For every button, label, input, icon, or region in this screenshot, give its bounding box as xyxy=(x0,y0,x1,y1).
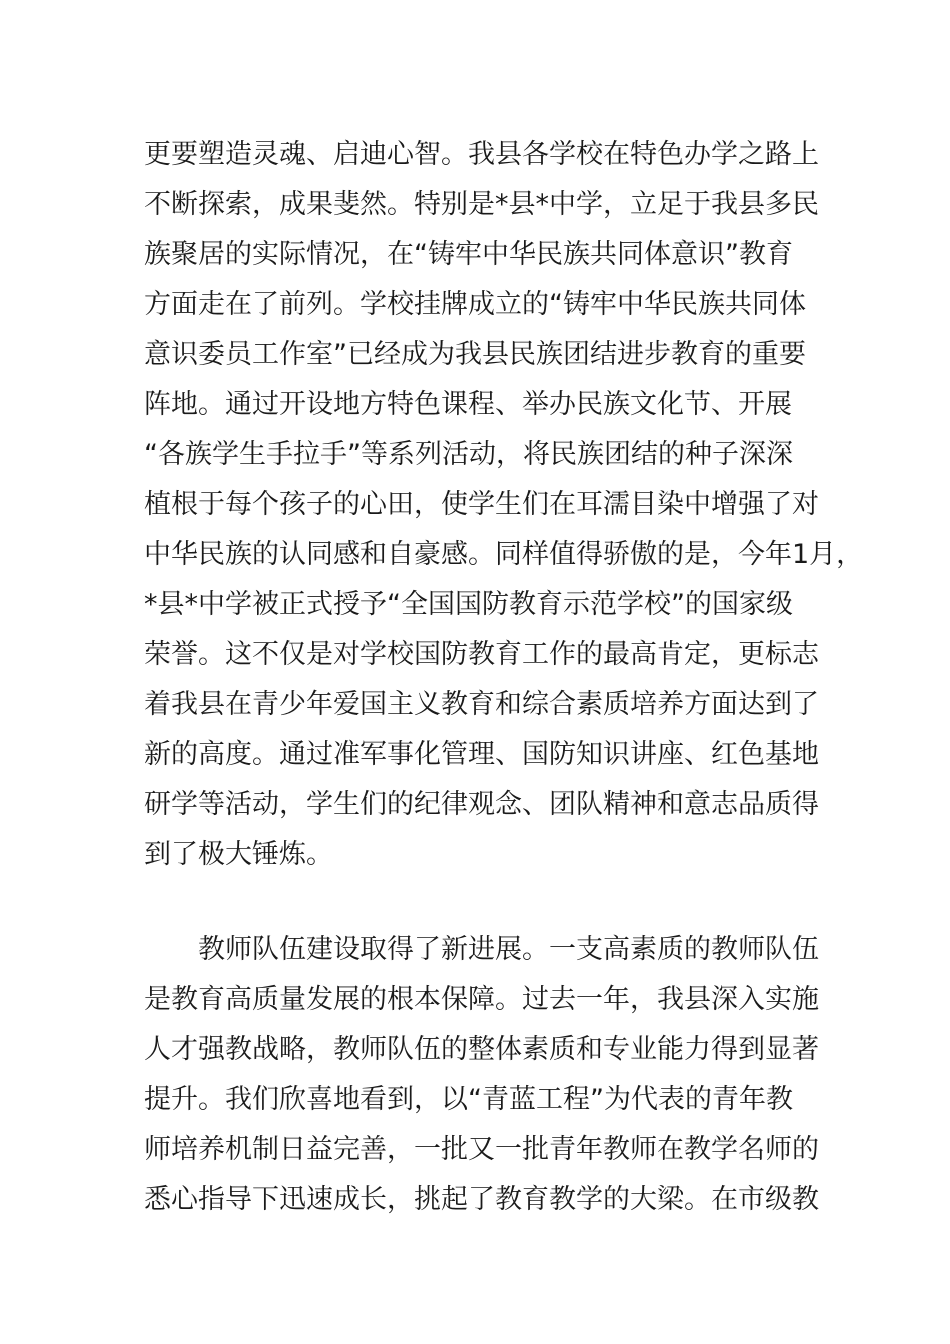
text-line: 植根于每个孩子的心田，使学生们在耳濡目染中增强了对 xyxy=(144,489,819,520)
paragraph-2 xyxy=(144,925,824,1225)
text-line: 人才强教战略，教师队伍的整体素质和专业能力得到显著 xyxy=(144,1034,819,1065)
text-line: 族聚居的实际情况，在“铸牢中华民族共同体意识”教育 xyxy=(144,239,793,270)
text-line: 更要塑造灵魂、启迪心智。我县各学校在特色办学之路上 xyxy=(144,139,819,170)
text-line: 是教育高质量发展的根本保障。过去一年，我县深入实施 xyxy=(144,984,819,1015)
text-line: 悉心指导下迅速成长，挑起了教育教学的大梁。在市级教 xyxy=(144,1184,819,1215)
paragraph-1 xyxy=(144,130,864,880)
text-line: 中华民族的认同感和自豪感。同样值得骄傲的是，今年1月， xyxy=(144,539,864,570)
text-line: 荣誉。这不仅是对学校国防教育工作的最高肯定，更标志 xyxy=(144,639,819,670)
text-line: 师培养机制日益完善，一批又一批青年教师在教学名师的 xyxy=(144,1134,819,1165)
text-line: 提升。我们欣喜地看到，以“青蓝工程”为代表的青年教 xyxy=(144,1084,793,1115)
text-line: 阵地。通过开设地方特色课程、举办民族文化节、开展 xyxy=(144,389,792,420)
text-line: 到了极大锤炼。 xyxy=(144,839,333,870)
text-line: 教师队伍建设取得了新进展。一支高素质的教师队伍 xyxy=(198,934,819,965)
text-line: “各族学生手拉手”等系列活动，将民族团结的种子深深 xyxy=(144,439,793,470)
text-line: 意识委员工作室”已经成为我县民族团结进步教育的重要 xyxy=(144,339,806,370)
text-line: 不断探索，成果斐然。特别是*县*中学，立足于我县多民 xyxy=(144,189,819,220)
text-line: 研学等活动，学生们的纪律观念、团队精神和意志品质得 xyxy=(144,789,819,820)
text-line: *县*中学被正式授予“全国国防教育示范学校”的国家级 xyxy=(144,589,793,620)
text-line: 方面走在了前列。学校挂牌成立的“铸牢中华民族共同体 xyxy=(144,289,806,320)
text-line: 新的高度。通过准军事化管理、国防知识讲座、红色基地 xyxy=(144,739,819,770)
text-line: 着我县在青少年爱国主义教育和综合素质培养方面达到了 xyxy=(144,689,819,720)
